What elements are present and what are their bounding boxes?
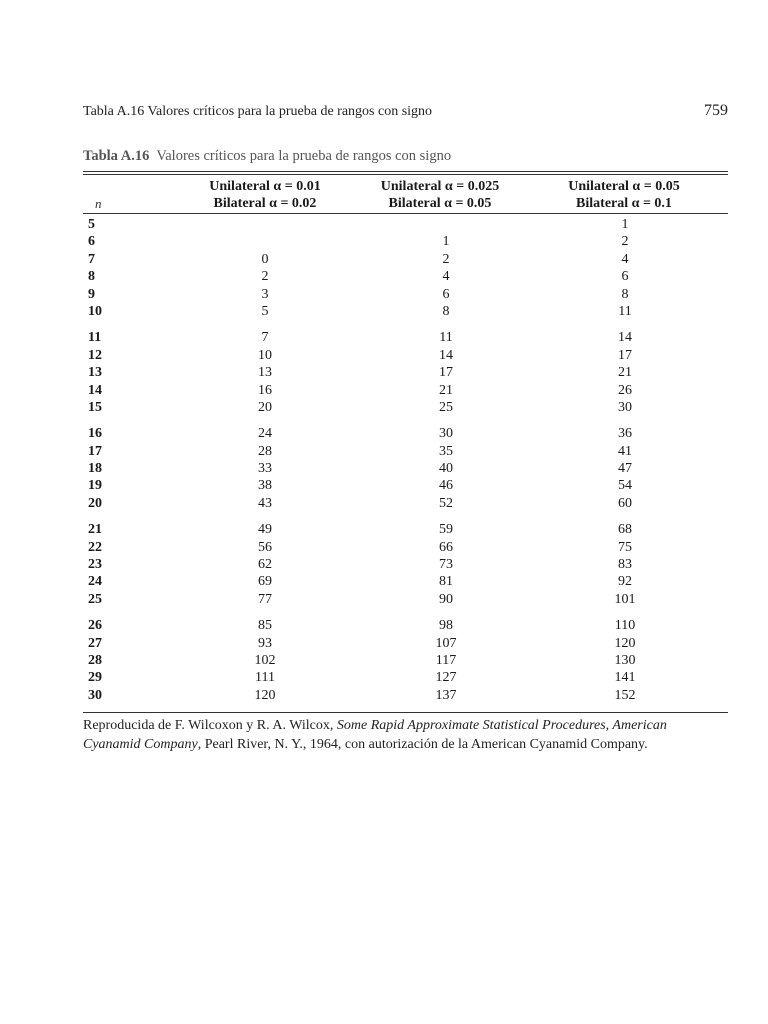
cell-alpha-001: 5 — [261, 303, 269, 319]
column-header-alpha-005-line1: Unilateral α = 0.05 — [568, 179, 680, 194]
column-header-alpha-0025-line2: Bilateral α = 0.05 — [388, 196, 492, 211]
column-header-alpha-001-line1: Unilateral α = 0.01 — [209, 179, 321, 194]
cell-alpha-0025: 81 — [439, 574, 453, 590]
cell-n: 10 — [88, 303, 102, 319]
cell-n: 14 — [88, 382, 102, 398]
cell-alpha-005: 101 — [614, 591, 636, 607]
cell-alpha-001: 120 — [254, 687, 276, 703]
cell-alpha-0025: 35 — [439, 443, 453, 459]
footnote-text-1: Reproducida de F. Wilcoxon y R. A. Wilcox, — [83, 718, 337, 733]
cell-alpha-001: 38 — [258, 478, 272, 494]
cell-alpha-001: 85 — [258, 618, 272, 634]
cell-n: 19 — [88, 478, 102, 494]
cell-alpha-0025: 90 — [439, 591, 453, 607]
cell-alpha-0025: 52 — [439, 495, 453, 511]
cell-alpha-005: 75 — [618, 539, 632, 555]
table-row — [83, 329, 728, 346]
cell-n: 18 — [88, 461, 102, 477]
cell-alpha-005: 120 — [614, 635, 636, 651]
table-row — [83, 495, 728, 512]
table-row — [83, 556, 728, 573]
cell-alpha-005: 2 — [621, 234, 629, 250]
cell-alpha-005: 54 — [618, 478, 632, 494]
column-header-alpha-001-line2: Bilateral α = 0.02 — [213, 196, 317, 211]
cell-alpha-0025: 127 — [435, 670, 457, 686]
running-head — [83, 104, 728, 124]
cell-alpha-0025: 40 — [439, 461, 453, 477]
cell-alpha-005: 110 — [614, 618, 636, 634]
cell-alpha-001: 7 — [261, 330, 269, 346]
cell-alpha-005: 6 — [621, 269, 629, 285]
table-row — [83, 382, 728, 399]
cell-alpha-001: 0 — [261, 251, 269, 267]
table-header-rule — [83, 213, 728, 214]
table-row — [83, 268, 728, 285]
column-header-alpha-005-line2: Bilateral α = 0.1 — [576, 196, 672, 211]
cell-alpha-005: 8 — [621, 286, 629, 302]
table-row — [83, 425, 728, 442]
cell-n: 24 — [88, 574, 102, 590]
cell-alpha-005: 26 — [618, 382, 632, 398]
cell-alpha-0025: 59 — [439, 522, 453, 538]
cell-n: 15 — [88, 399, 102, 415]
column-header-alpha-0025-line1: Unilateral α = 0.025 — [380, 179, 500, 194]
table-row — [83, 399, 728, 416]
cell-n: 27 — [88, 635, 102, 651]
table-row — [83, 460, 728, 477]
cell-alpha-001: 20 — [258, 399, 272, 415]
cell-n: 16 — [88, 426, 102, 442]
cell-n: 12 — [88, 347, 102, 363]
table-footnote — [83, 716, 723, 754]
row-group — [83, 329, 728, 416]
cell-alpha-005: 60 — [618, 495, 632, 511]
cell-alpha-005: 11 — [618, 303, 632, 319]
table-row — [83, 617, 728, 634]
cell-alpha-005: 92 — [618, 574, 632, 590]
table-row — [83, 251, 728, 268]
cell-alpha-001: 77 — [258, 591, 272, 607]
cell-alpha-005: 130 — [614, 652, 636, 668]
row-group — [83, 521, 728, 608]
cell-alpha-0025: 2 — [442, 251, 450, 267]
table-row — [83, 669, 728, 686]
cell-n: 26 — [88, 618, 102, 634]
cell-alpha-0025: 73 — [439, 557, 453, 573]
cell-alpha-005: 68 — [618, 522, 632, 538]
cell-n: 20 — [88, 495, 102, 511]
cell-alpha-0025: 107 — [435, 635, 457, 651]
cell-alpha-001: 49 — [258, 522, 272, 538]
cell-alpha-005: 30 — [618, 399, 632, 415]
table-row — [83, 347, 728, 364]
cell-alpha-001: 33 — [258, 461, 272, 477]
cell-n: 30 — [88, 687, 102, 703]
cell-alpha-001: 102 — [254, 652, 276, 668]
cell-alpha-001: 43 — [258, 495, 272, 511]
cell-n: 9 — [88, 286, 95, 302]
cell-alpha-005: 36 — [618, 426, 632, 442]
cell-alpha-0025: 1 — [442, 234, 450, 250]
table-row — [83, 521, 728, 538]
table-row — [83, 233, 728, 250]
column-header-alpha-001 — [185, 178, 345, 212]
cell-alpha-005: 17 — [618, 347, 632, 363]
table-row — [83, 443, 728, 460]
cell-alpha-001: 24 — [258, 426, 272, 442]
cell-alpha-0025: 137 — [435, 687, 457, 703]
table-row — [83, 286, 728, 303]
column-header-alpha-0025 — [360, 178, 520, 212]
cell-alpha-001: 3 — [261, 286, 269, 302]
cell-alpha-0025: 117 — [435, 652, 457, 668]
cell-n: 28 — [88, 652, 102, 668]
row-group — [83, 617, 728, 704]
column-header-n: n — [95, 196, 102, 211]
table-row — [83, 573, 728, 590]
cell-alpha-005: 83 — [618, 557, 632, 573]
cell-n: 8 — [88, 269, 95, 285]
cell-alpha-0025: 17 — [439, 365, 453, 381]
running-title: Tabla A.16 Valores críticos para la prueba de rangos con signo — [83, 104, 433, 119]
table-row — [83, 591, 728, 608]
cell-alpha-0025: 46 — [439, 478, 453, 494]
cell-alpha-0025: 8 — [442, 303, 450, 319]
table-top-rule — [83, 171, 728, 172]
cell-n: 17 — [88, 443, 102, 459]
cell-alpha-001: 2 — [261, 269, 269, 285]
cell-n: 23 — [88, 557, 102, 573]
footnote-italic-title: Some Rapid Approximate Statistical Procedures, American Cyanamid Company — [83, 718, 667, 752]
cell-alpha-005: 1 — [621, 217, 629, 232]
cell-alpha-0025: 25 — [439, 399, 453, 415]
cell-alpha-0025: 11 — [439, 330, 453, 346]
cell-alpha-001: 93 — [258, 635, 272, 651]
cell-alpha-005: 4 — [621, 251, 629, 267]
table-body — [83, 216, 728, 713]
cell-alpha-005: 21 — [618, 365, 632, 381]
cell-alpha-005: 47 — [618, 461, 632, 477]
table-caption-label: Tabla A.16 — [83, 148, 150, 164]
row-group — [83, 425, 728, 512]
column-header-alpha-005 — [544, 178, 704, 212]
cell-alpha-005: 14 — [618, 330, 632, 346]
cell-n: 6 — [88, 234, 95, 250]
cell-alpha-001: 62 — [258, 557, 272, 573]
cell-alpha-005: 41 — [618, 443, 632, 459]
cell-alpha-0025: 30 — [439, 426, 453, 442]
table-caption-text: Valores críticos para la prueba de rangos con signo — [156, 148, 452, 164]
cell-alpha-001: 16 — [258, 382, 272, 398]
cell-n: 25 — [88, 591, 102, 607]
table-row — [83, 635, 728, 652]
table-row — [83, 539, 728, 556]
cell-n: 13 — [88, 365, 102, 381]
cell-n: 22 — [88, 539, 102, 555]
page-number: 759 — [704, 102, 728, 119]
footnote-text-2: , Pearl River, N. Y., 1964, con autorización de la American Cyanamid Company. — [197, 737, 648, 752]
cell-alpha-005: 152 — [614, 687, 636, 703]
cell-alpha-0025: 98 — [439, 618, 453, 634]
cell-alpha-0025: 4 — [442, 269, 450, 285]
table-row — [83, 303, 728, 320]
row-group — [83, 216, 728, 320]
table-bottom-rule — [83, 712, 728, 713]
cell-alpha-001: 56 — [258, 539, 272, 555]
table-row — [83, 652, 728, 669]
cell-n: 21 — [88, 522, 102, 538]
cell-alpha-001: 28 — [258, 443, 272, 459]
cell-alpha-0025: 14 — [439, 347, 453, 363]
cell-alpha-001: 10 — [258, 347, 272, 363]
cell-alpha-005: 141 — [614, 670, 636, 686]
table-row — [83, 216, 728, 233]
cell-n: 11 — [88, 330, 102, 346]
table-row — [83, 687, 728, 704]
table-row — [83, 477, 728, 494]
cell-alpha-001: 69 — [258, 574, 272, 590]
cell-alpha-001: 13 — [258, 365, 272, 381]
cell-alpha-0025: 21 — [439, 382, 453, 398]
table-top-rule-second — [83, 174, 728, 175]
cell-alpha-0025: 6 — [442, 286, 450, 302]
table-row — [83, 364, 728, 381]
cell-alpha-001: 111 — [255, 670, 275, 686]
cell-n: 5 — [88, 217, 95, 232]
cell-alpha-0025: 66 — [439, 539, 453, 555]
cell-n: 7 — [88, 251, 95, 267]
table-caption — [83, 148, 451, 165]
cell-n: 29 — [88, 670, 102, 686]
